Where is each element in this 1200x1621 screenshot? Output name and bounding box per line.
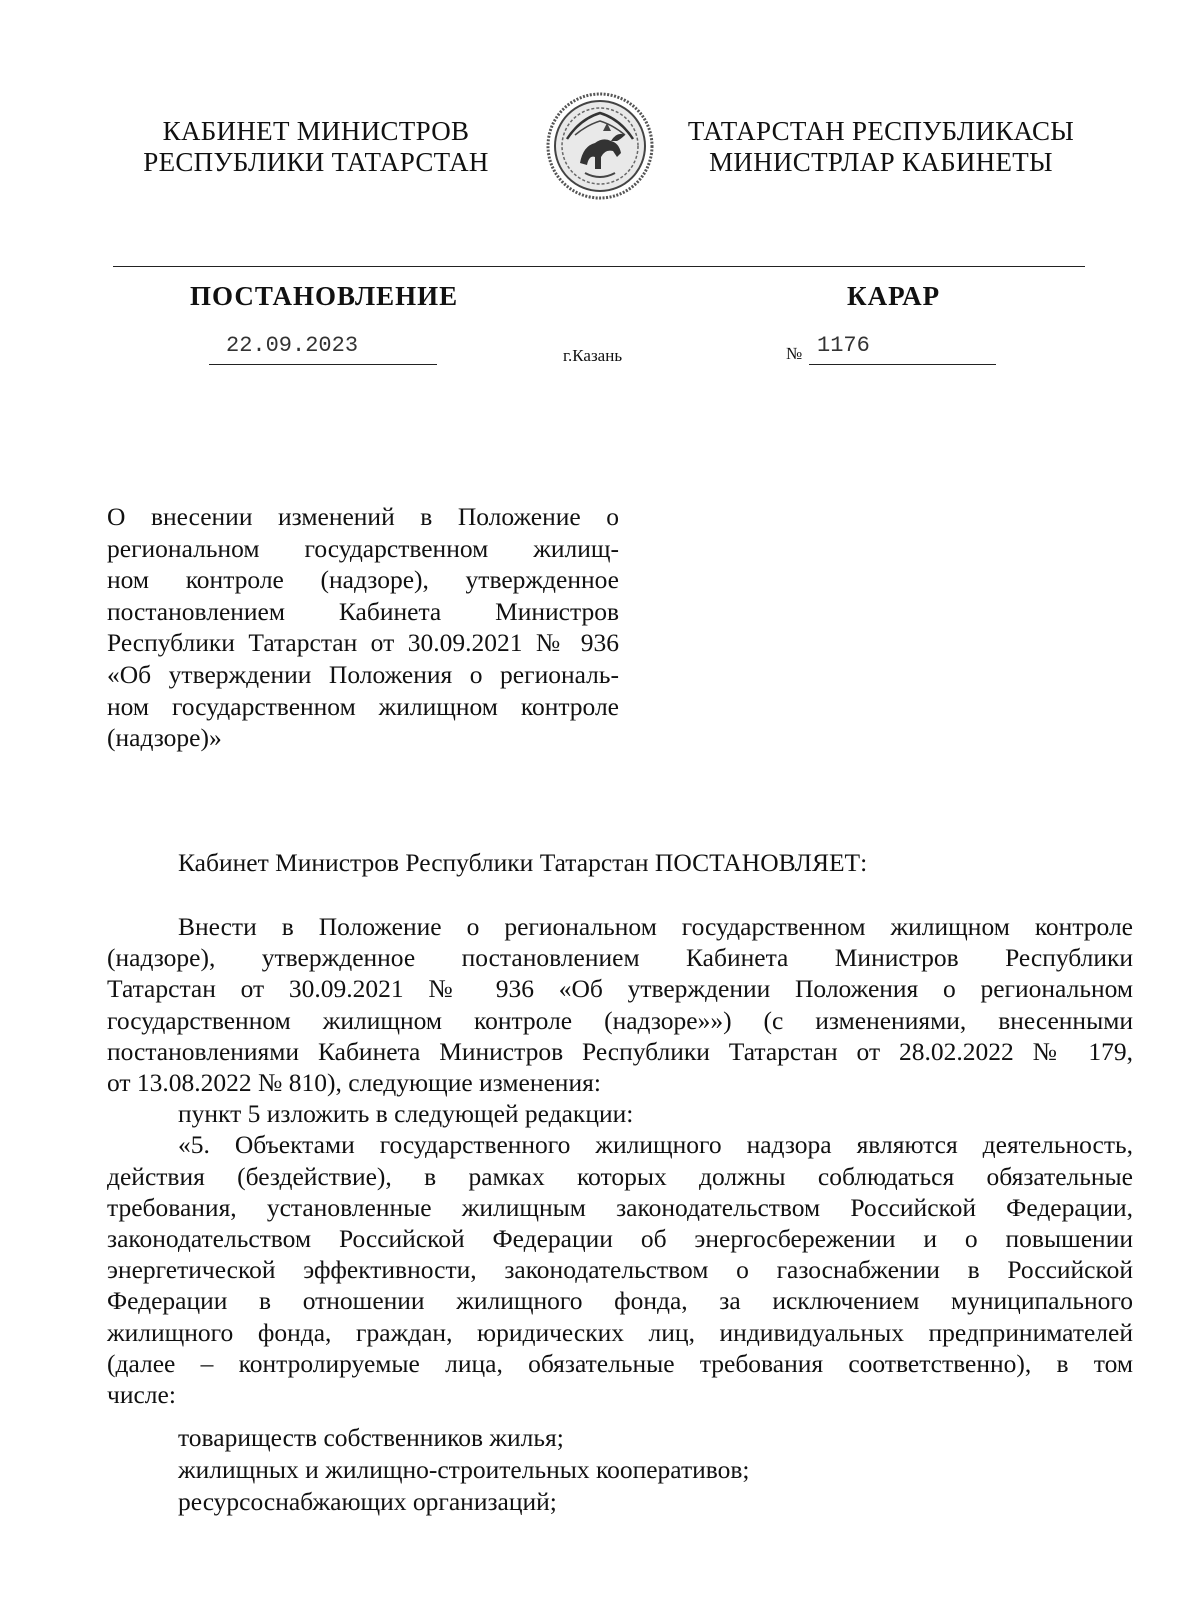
body-line: государственном жилищном контроле (надзоре»») (с изменениями, внесенными xyxy=(107,1005,1133,1035)
body-line: законодательством Российской Федерации об энергосбережении и о повышении xyxy=(107,1224,1133,1254)
subject-line: ном государственном жилищном контроле xyxy=(107,691,619,721)
date-field xyxy=(209,332,437,365)
number-value: 1176 xyxy=(817,333,870,358)
issuer-name-ru xyxy=(130,116,502,178)
list-item: жилищных и жилищно-строительных кооперативов; xyxy=(178,1454,750,1484)
doc-type-ru: ПОСТАНОВЛЕНИЕ xyxy=(190,281,459,311)
resolution-intro: Кабинет Министров Республики Татарстан ПОСТАНОВЛЯЕТ: xyxy=(178,848,868,877)
issuer-name-tt-line2: МИНИСТРЛАР КАБИНЕТЫ xyxy=(709,147,1053,177)
subject-line: (надзоре)» xyxy=(107,723,222,753)
body-line: пункт 5 изложить в следующей редакции: xyxy=(178,1099,634,1129)
body-line: постановлениями Кабинета Министров Республики Татарстан от 28.02.2022 № 179, xyxy=(107,1036,1133,1066)
issuer-name-ru-line2: РЕСПУБЛИКИ ТАТАРСТАН xyxy=(143,147,489,177)
issuer-name-tt xyxy=(678,116,1084,178)
coat-of-arms-icon xyxy=(545,91,655,201)
doc-type-tt: КАРАР xyxy=(847,281,941,311)
body-line: жилищного фонда, граждан, юридических лиц, индивидуальных предпринимателей xyxy=(107,1317,1133,1347)
body-line: требования, установленные жилищным законодательством Российской Федерации, xyxy=(107,1192,1133,1222)
list-item: ресурсоснабжающих организаций; xyxy=(178,1486,557,1516)
body-line: действия (бездействие), в рамках которых должны соблюдаться обязательные xyxy=(107,1161,1133,1191)
date-value: 22.09.2023 xyxy=(226,333,359,358)
body-line: Федерации в отношении жилищного фонда, за исключением муниципального xyxy=(107,1286,1133,1316)
body-line: (далее – контролируемые лица, обязательные требования соответственно), в том xyxy=(107,1348,1133,1378)
subject-line: региональном государственном жилищ- xyxy=(107,533,619,563)
subject-line: «Об утверждении Положения о региональ- xyxy=(107,659,619,689)
body-line: числе: xyxy=(107,1380,176,1410)
body-line: Внести в Положение о региональном государственном жилищном контроле xyxy=(178,912,1133,941)
subject-block xyxy=(107,501,619,754)
body-line: от 13.08.2022 № 810), следующие изменения: xyxy=(107,1068,601,1098)
issuer-name-ru-line1: КАБИНЕТ МИНИСТРОВ xyxy=(162,116,470,146)
subject-line: ном контроле (надзоре), утвержденное xyxy=(107,565,619,595)
entity-list xyxy=(178,1422,750,1517)
issuer-name-tt-line1: ТАТАРСТАН РЕСПУБЛИКАСЫ xyxy=(687,116,1075,146)
subject-line: постановлением Кабинета Министров xyxy=(107,596,619,626)
subject-line: Республики Татарстан от 30.09.2021 № 936 xyxy=(107,628,619,658)
list-item: товариществ собственников жилья; xyxy=(178,1423,564,1452)
body-line: Татарстан от 30.09.2021 № 936 «Об утверждении Положения о региональном xyxy=(107,974,1133,1004)
city-label: г.Казань xyxy=(563,346,623,365)
number-field xyxy=(809,332,996,365)
body-line: энергетической эффективности, законодательством о газоснабжении в Российской xyxy=(107,1255,1133,1285)
number-sign: № xyxy=(786,344,803,363)
body-line: «5. Объектами государственного жилищного надзора являются деятельность, xyxy=(178,1130,1133,1160)
subject-line: О внесении изменений в Положение о xyxy=(107,502,619,531)
body-line: (надзоре), утвержденное постановлением Кабинета Министров Республики xyxy=(107,943,1133,973)
header-divider xyxy=(113,266,1085,267)
resolution-body xyxy=(107,911,1133,1410)
